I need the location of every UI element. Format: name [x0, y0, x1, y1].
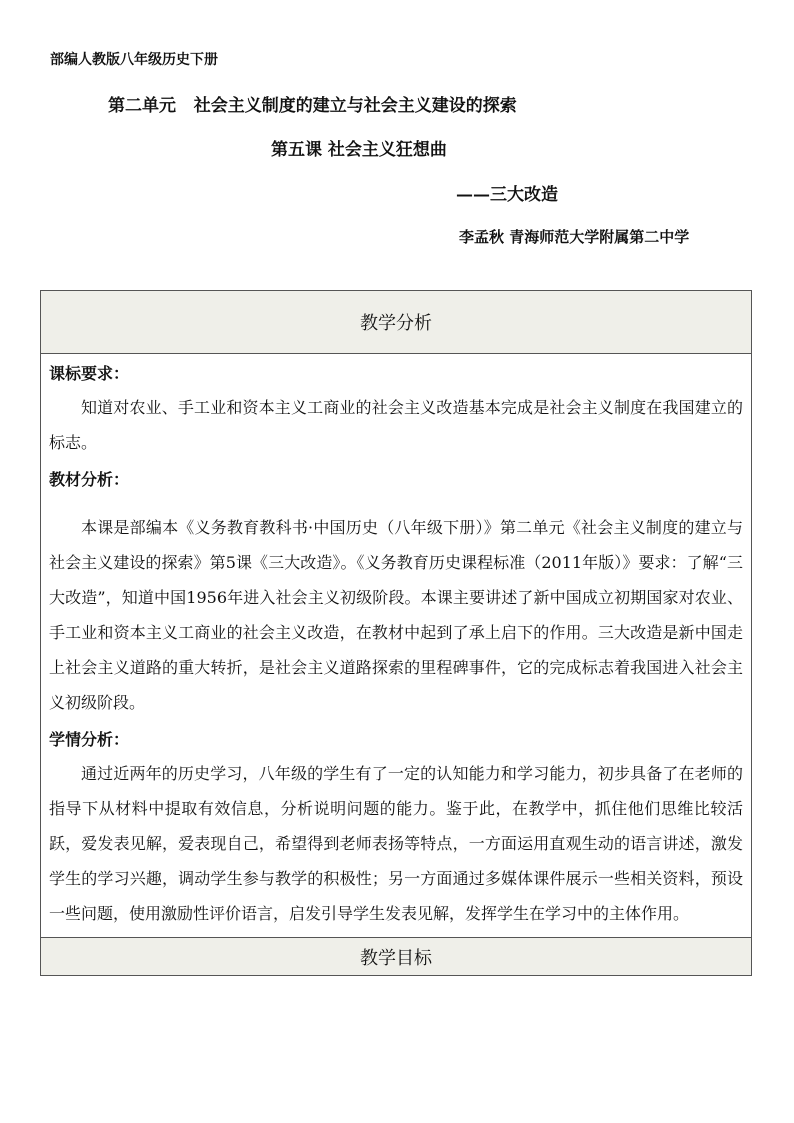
analysis-content — [41, 354, 751, 937]
lesson-subtitle: ——三大改造 — [456, 185, 558, 205]
section-header-teaching-analysis: 教学分析 — [41, 291, 751, 354]
author-line: 李孟秋 青海师范大学附属第二中学 — [459, 228, 690, 246]
book-label: 部编人教版八年级历史下册 — [50, 52, 218, 68]
curriculum-text: 知道对农业、手工业和资本主义工商业的社会主义改造基本完成是社会主义制度在我国建立的标志。 — [49, 398, 743, 452]
textbook-text: 本课是部编本《义务教育教科书·中国历史（八年级下册）》第二单元《社会主义制度的建立与社会主义建设的探索》第5课《三大改造》。《义务教育历史课程标准（2011年版）》要求：了解“三大改造”，知道中国1956年进入社会主义初级阶段。本课主要讲述了新中国成立初期国家对农业、手工业和资本主义工商业的社会主义改造，在教材中起到了承上启下的作用。三大改造是新中国走上社会主义道路的重大转折，是社会主义道路探索的里程碑事件，它的完成标志着我国进入社会主义初级阶段。 — [49, 518, 743, 712]
students-heading: 学情分析： — [49, 730, 130, 749]
textbook-heading: 教材分析： — [49, 470, 130, 489]
analysis-table — [40, 290, 752, 976]
curriculum-heading: 课标要求： — [49, 364, 130, 383]
lesson-title: 第五课 社会主义狂想曲 — [271, 140, 447, 160]
section-header-teaching-objectives: 教学目标 — [41, 937, 751, 975]
students-text: 通过近两年的历史学习，八年级的学生有了一定的认知能力和学习能力，初步具备了在老师的指导下从材料中提取有效信息，分析说明问题的能力。鉴于此，在教学中，抓住他们思维比较活跃，爱发表见解，爱表现自己，希望得到老师表扬等特点，一方面运用直观生动的语言讲述，激发学生的学习兴趣，调动学生参与教学的积极性；另一方面通过多媒体课件展示一些相关资料，预设一些问题，使用激励性评价语言，启发引导学生发表见解，发挥学生在学习中的主体作用。 — [49, 764, 743, 923]
unit-title: 第二单元 社会主义制度的建立与社会主义建设的探索 — [108, 96, 517, 116]
